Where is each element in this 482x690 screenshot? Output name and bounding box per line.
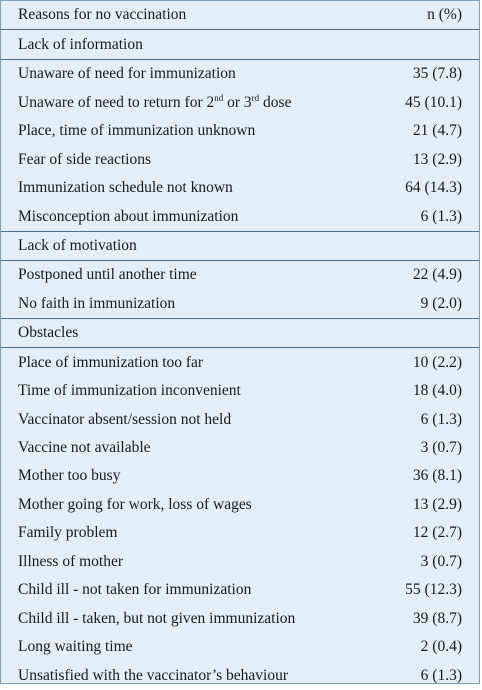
table-row: [1, 348, 479, 377]
section-row-lack-of-motivation: [1, 231, 479, 260]
reason-cell: Illness of mother: [18, 552, 124, 570]
reason-cell: Unsatisfied with the vaccinator’s behaviour: [18, 666, 289, 684]
section-title: Obstacles: [1, 318, 479, 347]
table-row: [1, 462, 479, 490]
value-cell: 3 (0.7): [420, 552, 462, 570]
value-cell: 3 (0.7): [420, 439, 462, 457]
value-cell: 6 (1.3): [420, 666, 462, 684]
value-cell: 6 (1.3): [420, 410, 462, 428]
table-row: [1, 490, 479, 518]
value-cell: 13 (2.9): [412, 495, 462, 513]
section-title: Lack of information: [1, 30, 479, 59]
table-row: [1, 202, 479, 231]
value-cell: 21 (4.7): [412, 122, 462, 140]
value-cell: 12 (2.7): [412, 524, 462, 542]
reason-cell: Time of immunization inconvenient: [18, 382, 241, 400]
value-cell: 22 (4.9): [412, 266, 462, 284]
reason-cell: Mother going for work, loss of wages: [18, 495, 252, 513]
reason-cell: Immunization schedule not known: [18, 179, 233, 197]
table-row: [1, 88, 479, 116]
section-row-obstacles: [1, 318, 479, 347]
reason-cell: Mother too busy: [18, 467, 121, 485]
table-row: [1, 519, 479, 547]
value-cell: 55 (12.3): [405, 581, 462, 599]
table-row: [1, 377, 479, 405]
reason-cell: Misconception about immunization: [18, 207, 239, 225]
value-cell: 10 (2.2): [412, 353, 462, 371]
reason-cell: No faith in immunization: [18, 294, 176, 312]
table-row: [1, 576, 479, 604]
table-header-row: [1, 1, 479, 30]
section-row-lack-of-information: [1, 30, 479, 59]
value-cell: 9 (2.0): [420, 294, 462, 312]
table-row: [1, 174, 479, 202]
value-cell: 39 (8.7): [412, 609, 462, 627]
table-row: [1, 604, 479, 632]
value-cell: 45 (10.1): [405, 93, 462, 111]
reason-cell: Postponed until another time: [18, 266, 197, 284]
reason-cell: [1, 88, 383, 116]
reason-cell: Child ill - not taken for immunization: [18, 581, 252, 599]
table-row: [1, 633, 479, 661]
table-row: [1, 661, 479, 689]
reason-text: Unaware of need to return for 2: [18, 93, 215, 111]
reason-cell: Child ill - taken, but not given immunization: [18, 609, 296, 627]
header-reason: Reasons for no vaccination: [18, 6, 187, 24]
reason-cell: Vaccinator absent/session not held: [18, 410, 232, 428]
table-row: [1, 59, 479, 88]
value-cell: 2 (0.4): [420, 638, 462, 656]
reason-text: or 3: [223, 93, 252, 111]
value-cell: 64 (14.3): [405, 179, 462, 197]
reason-cell: Family problem: [18, 524, 118, 542]
reason-cell: Fear of side reactions: [18, 150, 151, 168]
table-row: [1, 547, 479, 575]
reason-cell: Place of immunization too far: [18, 353, 204, 371]
reason-cell: Unaware of need for immunization: [18, 65, 236, 83]
table-row: [1, 434, 479, 462]
table-row: [1, 117, 479, 145]
table-row: [1, 405, 479, 433]
header-n-percent: n (%): [427, 6, 462, 24]
value-cell: 13 (2.9): [412, 150, 462, 168]
ordinal-suffix: rd: [251, 92, 260, 103]
ordinal-suffix: nd: [214, 92, 224, 103]
table-row: [1, 289, 479, 318]
value-cell: 6 (1.3): [420, 207, 462, 225]
value-cell: 18 (4.0): [412, 382, 462, 400]
table-row: [1, 145, 479, 173]
value-cell: 35 (7.8): [412, 65, 462, 83]
reason-text: dose: [259, 93, 292, 111]
reason-cell: Place, time of immunization unknown: [18, 122, 256, 140]
table-row: [1, 260, 479, 289]
value-cell: 36 (8.1): [412, 467, 462, 485]
reason-cell: Long waiting time: [18, 638, 133, 656]
reason-cell: Vaccine not available: [18, 439, 151, 457]
section-title: Lack of motivation: [1, 231, 479, 260]
reasons-table: [1, 1, 479, 690]
